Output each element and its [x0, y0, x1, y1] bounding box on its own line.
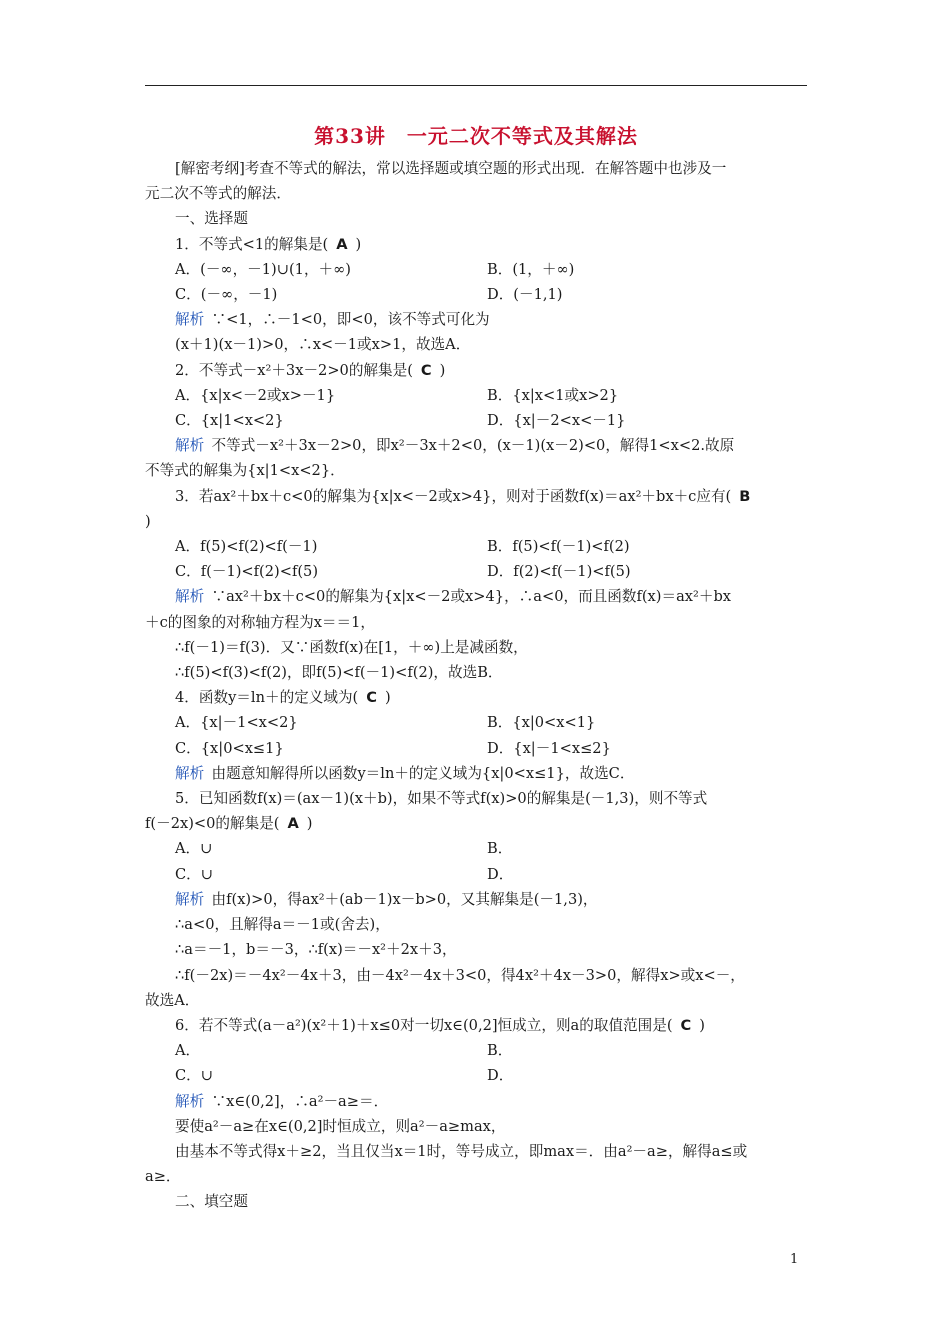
solution-text: (x＋1)(x－1)>0，∴x<－1或x>1，故选A．	[175, 336, 471, 354]
stem-text: 6．若不等式(a－a²)(x²＋1)＋x≤0对一切x∈(0,2]恒成立，则a的取值范围是(	[175, 1016, 673, 1034]
solution-line	[145, 1164, 807, 1189]
solution-line	[145, 584, 807, 609]
solution-text: ∴f(5)<f(3)<f(2)，即f(5)<f(－1)<f(2)，故选B．	[175, 664, 503, 682]
solution-text: ∵ax²＋bx＋c<0的解集为{x|x<－2或x>4}，∴a<0，而且函数f(x)＝ax²＋bx	[211, 588, 732, 606]
answer-letter: C	[680, 1016, 692, 1034]
intro-line: [解密考纲]考查不等式的解法，常以选择题或填空题的形式出现．在解答题中也涉及一	[175, 160, 727, 177]
question-stem	[145, 786, 807, 811]
option-row	[145, 736, 807, 761]
page-title: 第33讲 一元二次不等式及其解法	[314, 124, 638, 148]
answer-letter: B	[739, 487, 751, 505]
question-stem	[145, 232, 807, 257]
solution-text: a≥．	[145, 1168, 181, 1186]
stem-close: )	[384, 689, 391, 707]
option: C．(－∞，－1)	[175, 286, 278, 304]
solution-label: 解析	[175, 588, 205, 606]
question-stem	[145, 1013, 807, 1038]
stem-close: )	[699, 1016, 705, 1034]
option: A．{x|x<－2或x>－1}	[175, 386, 336, 404]
solution-text: 故选A．	[145, 991, 200, 1009]
answer-letter: C	[366, 689, 377, 707]
option: B．	[487, 840, 513, 858]
section-heading: 一、选择题	[175, 210, 248, 228]
stem-text: 4．函数y＝ln＋的定义域为(	[175, 689, 359, 707]
option-row	[145, 408, 807, 433]
solution-line	[145, 963, 807, 988]
solution-line	[145, 887, 807, 912]
answer-letter: A	[287, 815, 299, 833]
solution-label: 解析	[175, 1092, 205, 1110]
option: B．	[487, 1042, 513, 1060]
solution-text: 由f(x)>0，得ax²＋(ab－1)x－b>0，又其解集是(－1,3)，	[211, 890, 598, 908]
solution-text: 要使a²－a≥在x∈(0,2]时恒成立，则a²－a≥max，	[175, 1117, 506, 1135]
solution-line	[145, 1139, 807, 1164]
option: A．{x|－1<x<2}	[175, 714, 298, 732]
option: C．∪	[175, 1067, 213, 1085]
solution-text: 由基本不等式得x＋≥2，当且仅当x＝1时，等号成立，即max＝．由a²－a≥，解得a≤或	[175, 1142, 748, 1160]
option: B．f(5)<f(－1)<f(2)	[487, 538, 630, 556]
solution-text: 由题意知解得所以函数y＝ln＋的定义域为{x|0<x≤1}，故选C．	[211, 764, 635, 782]
solution-line	[145, 761, 807, 786]
option: D．{x|－1<x≤2}	[487, 739, 611, 757]
solution-label: 解析	[175, 764, 205, 782]
option: B．{x|0<x<1}	[487, 714, 596, 732]
solution-line	[145, 332, 807, 357]
option-row	[145, 836, 807, 861]
option-row	[145, 282, 807, 307]
document-body	[145, 156, 807, 1215]
stem-text: f(－2x)<0的解集是(	[145, 815, 280, 833]
stem-close: )	[439, 361, 446, 379]
option-row	[145, 559, 807, 584]
solution-line	[145, 988, 807, 1013]
solution-text: ∴a<0，且解得a＝－1或(舍去)，	[175, 916, 390, 934]
question-stem	[145, 811, 807, 836]
stem-close: )	[355, 235, 362, 253]
option-row	[145, 257, 807, 282]
solution-line	[145, 433, 807, 458]
option: C．f(－1)<f(2)<f(5)	[175, 563, 319, 581]
intro-line: 元二次不等式的解法．	[145, 185, 291, 203]
stem-close: )	[145, 512, 151, 530]
solution-line	[145, 912, 807, 937]
option: D．(－1,1)	[487, 286, 563, 304]
solution-text: 不等式的解集为{x|1<x<2}．	[145, 462, 345, 480]
solution-text: ∵x∈(0,2]，∴a²－a≥＝．	[211, 1092, 389, 1110]
option: D．	[487, 865, 514, 883]
question-stem	[145, 484, 807, 509]
solution-label: 解析	[175, 437, 205, 455]
option: A．f(5)<f(2)<f(－1)	[175, 538, 318, 556]
option: C．∪	[175, 865, 213, 883]
option: B．{x|x<1或x>2}	[487, 386, 619, 404]
solution-text: 不等式－x²＋3x－2>0，即x²－3x＋2<0，(x－1)(x－2)<0，解得1<x<2.故原	[211, 437, 735, 455]
solution-text: ＋c的图象的对称轴方程为x＝＝1，	[145, 613, 376, 631]
answer-letter: A	[336, 235, 348, 253]
solution-line	[145, 610, 807, 635]
option-row	[145, 534, 807, 559]
question-stem	[145, 509, 807, 534]
solution-text: ∵<1，∴－1<0，即<0，该不等式可化为	[211, 311, 490, 329]
solution-label: 解析	[175, 311, 205, 329]
section-heading: 二、填空题	[175, 1193, 248, 1211]
option: B．(1，＋∞)	[487, 260, 575, 278]
solution-line	[145, 1089, 807, 1114]
option-row	[145, 710, 807, 735]
solution-text: ∴f(－2x)＝－4x²－4x＋3，由－4x²－4x＋3<0，得4x²＋4x－3>0，解得x>或x<－，	[175, 966, 745, 984]
option: C．{x|0<x≤1}	[175, 739, 284, 757]
stem-text: 1．不等式<1的解集是(	[175, 235, 329, 253]
solution-line	[145, 458, 807, 483]
option-row	[145, 383, 807, 408]
option-row	[145, 862, 807, 887]
stem-text: 5．已知函数f(x)＝(ax－1)(x＋b)，如果不等式f(x)>0的解集是(－1,3)，则不等式	[175, 790, 708, 808]
solution-line	[145, 307, 807, 332]
option: D．{x|－2<x<－1}	[487, 412, 626, 430]
option: A．	[175, 1042, 201, 1060]
question-stem	[145, 685, 807, 710]
solution-text: ∴a＝－1，b＝－3，∴f(x)＝－x²＋2x＋3，	[175, 941, 457, 959]
solution-line	[145, 937, 807, 962]
stem-close: )	[306, 815, 313, 833]
solution-label: 解析	[175, 890, 205, 908]
solution-text: ∴f(－1)＝f(3)．又∵函数f(x)在[1，＋∞)上是减函数，	[175, 638, 528, 656]
option-row	[145, 1038, 807, 1063]
solution-line	[145, 1114, 807, 1139]
option: D．f(2)<f(－1)<f(5)	[487, 563, 631, 581]
stem-text: 2．不等式－x²＋3x－2>0的解集是(	[175, 361, 413, 379]
question-stem	[145, 358, 807, 383]
option: C．{x|1<x<2}	[175, 412, 284, 430]
header-rule	[145, 85, 807, 86]
stem-text: 3．若ax²＋bx＋c<0的解集为{x|x<－2或x>4}，则对于函数f(x)＝ax²＋bx＋c应有(	[175, 487, 732, 505]
solution-line	[145, 635, 807, 660]
option: D．	[487, 1067, 514, 1085]
option: A．∪	[175, 840, 213, 858]
answer-letter: C	[420, 361, 432, 379]
option-row	[145, 1063, 807, 1088]
solution-line	[145, 660, 807, 685]
option: A．(－∞，－1)∪(1，＋∞)	[175, 260, 351, 278]
page-number: 1	[790, 1252, 799, 1267]
